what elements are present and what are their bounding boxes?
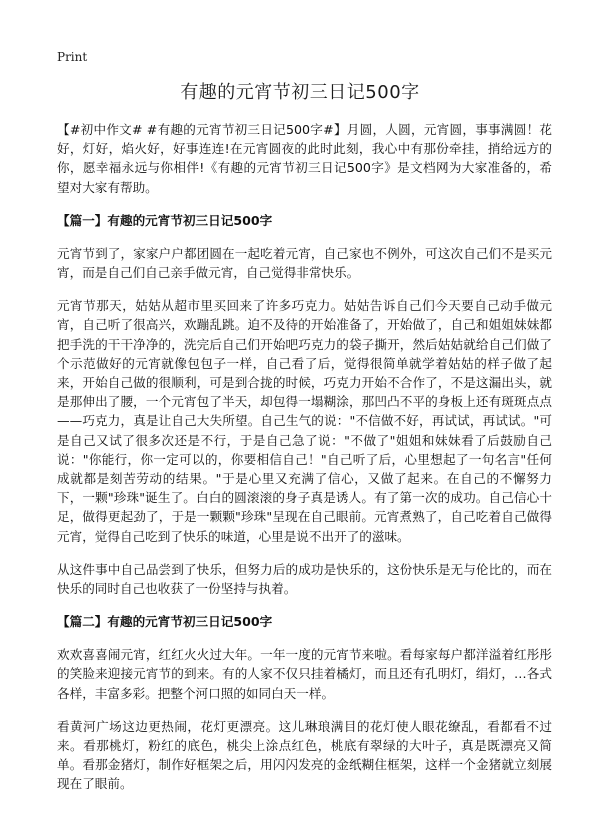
page-title: 有趣的元宵节初三日记500字 — [180, 82, 420, 103]
paragraph: 欢欢喜喜闹元宵，红红火火过大年。一年一度的元宵节来啦。看每家每户都洋溢着红彤彤的笑脸来迎接元宵节的到来。有的人家不仅只挂着橘灯，而且还有孔明灯，绢灯，…各式各样，丰富多彩。把整个河口照的如同白天一样。 — [57, 647, 552, 701]
section-two — [57, 612, 552, 793]
paragraph: 元宵节到了，家家户户都团圆在一起吃着元宵，自己家也不例外，可这次自己们不是买元宵，而是自己们自己亲手做元宵，自己觉得非常快乐。 — [57, 245, 552, 281]
paragraph: 从这件事中自己品尝到了快乐，但努力后的成功是快乐的，这份快乐是无与伦比的，而在快乐的同时自己也收获了一份坚持与执着。 — [57, 561, 552, 597]
paragraph: 看黄河广场这边更热闹，花灯更漂亮。这儿琳琅满目的花灯使人眼花缭乱，看都看不过来。看那桃灯，粉红的底色，桃尖上涂点红色，桃底有翠绿的大叶子，真是既漂亮又简单。看那金猪灯，制作好框架之后，用闪闪发亮的金纸糊住框架，这样一个金猪就立刻展现在了眼前。 — [57, 718, 552, 792]
article-body — [57, 120, 552, 808]
print-link[interactable]: Print — [57, 50, 88, 64]
section-one — [57, 211, 552, 598]
paragraph: 元宵节那天，姑姑从超市里买回来了许多巧克力。姑姑告诉自己们今天要自己动手做元宵，自己听了很高兴，欢蹦乱跳。迫不及待的开始准备了，开始做了，自己和姐姐妹妹都把手洗的干干净净的，洗完后自己们开始吧巧克力的袋子撕开，然后姑姑就给自己们做了个示范做好的元宵就像包包子一样，自己看了后，觉得很简单就学着姑姑的样子做了起来，开始自己做的很顺利，可是到合拢的时候，巧克力开始不合作了，不是这漏出头，就是那伸出了腰，一个元宵包了半天，却包得一塌糊涂，那凹凸不平的身板上还有斑斑点点——巧克力，真是让自己大失所望。自己生气的说："不信做不好，再试试，再试试。"可是自己又试了很多次还是不行，于是自己急了说："不做了"姐姐和妹妹看了后鼓励自己说："你能行，你一定可以的，你要相信自己！"自己听了后，心里想起了一句名言"任何成就都是刻苦劳动的结果。"于是心里又充满了信心，又做了起来。在自己的不懈努力下，一颗"珍珠"诞生了。白白的圆滚滚的身子真是诱人。有了第一次的成功。自己信心十足，做得更起劲了，于是一颗颗"珍珠"呈现在自己眼前。元宵煮熟了，自己吃着自己做得元宵，觉得自己吃到了快乐的味道，心里是说不出开了的滋味。 — [57, 298, 552, 544]
intro-paragraph: 【#初中作文# #有趣的元宵节初三日记500字#】月圆，人圆，元宵圆，事事满圆！花好，灯好，焰火好，好事连连!在元宵圆夜的此时此刻，我心中有那份牵挂，捎给远方的你，愿幸福永远与你相伴!《有趣的元宵节初三日记500字》是文档网为大家准备的，希望对大家有帮助。 — [57, 122, 552, 195]
section-heading: 【篇二】有趣的元宵节初三日记500字 — [57, 614, 273, 630]
section-heading: 【篇一】有趣的元宵节初三日记500字 — [57, 212, 273, 228]
